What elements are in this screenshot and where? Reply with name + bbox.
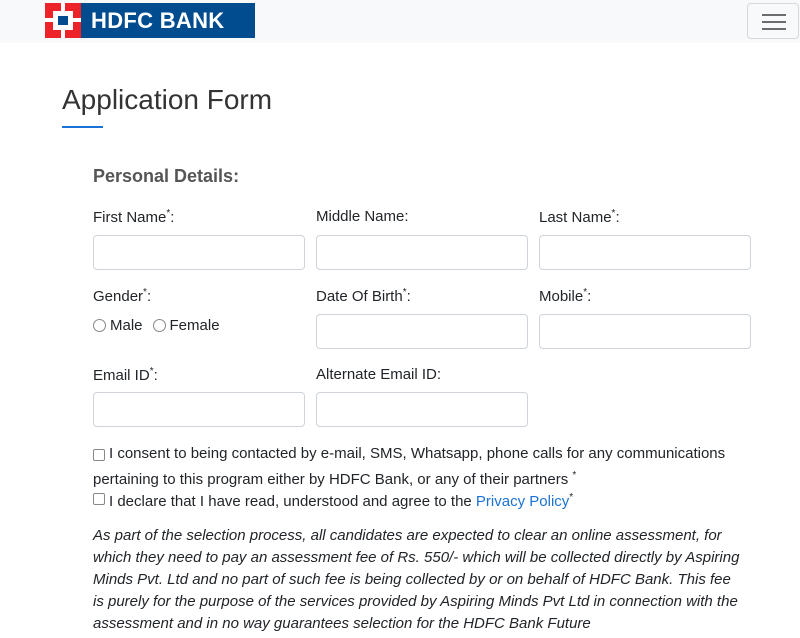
middle-name-label: Middle Name: (316, 208, 409, 225)
email-input[interactable] (93, 392, 305, 427)
dob-input[interactable] (316, 314, 528, 349)
privacy-consent-text: I declare that I have read, understood and agree to the Privacy Policy* (109, 492, 574, 510)
gender-label: Gender*: (93, 287, 152, 305)
menu-toggle-button[interactable] (747, 3, 799, 39)
first-name-label: First Name*: (93, 208, 175, 226)
hdfc-logo-mark-icon (45, 3, 81, 38)
alt-email-label: Alternate Email ID: (316, 366, 442, 383)
mobile-label: Mobile*: (539, 287, 592, 305)
gender-female-radio[interactable] (153, 319, 166, 332)
assessment-fee-notice: As part of the selection process, all candidates are expected to clear an online assessment, for which they need to pay an assessment fee of Rs. 550/- which will be collected directly by Aspiring Minds Pvt. Ltd and no part of such fee is being collected by or on behalf of HDFC Bank. This fee is purely for the purpose of the services provided by Aspiring Minds Pvt Ltd in connection with the assessment and in no way guarantees selection for the HDFC Bank Future (93, 527, 740, 632)
first-name-input[interactable] (93, 235, 305, 270)
gender-male-label[interactable]: Male (110, 317, 143, 334)
page-title: Application Form (62, 84, 273, 115)
dob-label: Date Of Birth*: (316, 287, 411, 305)
hamburger-icon (762, 14, 786, 16)
middle-name-input[interactable] (316, 235, 528, 270)
contact-consent-text: I consent to being contacted by e-mail, SMS, Whatsapp, phone calls for any communications pertaining to this program either by HDFC Bank, or any of their partners * (93, 445, 726, 488)
logo-text: HDFC BANK (91, 7, 225, 33)
gender-radio-group (93, 317, 230, 334)
section-title: Personal Details: (93, 166, 240, 186)
mobile-input[interactable] (539, 314, 751, 349)
gender-female-label[interactable]: Female (169, 317, 220, 334)
contact-consent-checkbox[interactable] (93, 449, 105, 461)
last-name-input[interactable] (539, 235, 751, 270)
gender-male-radio[interactable] (93, 319, 106, 332)
title-underline (62, 126, 103, 128)
alt-email-input[interactable] (316, 392, 528, 427)
last-name-label: Last Name*: (539, 208, 620, 226)
navbar (0, 0, 800, 43)
hdfc-bank-logo[interactable] (45, 3, 255, 38)
email-label: Email ID*: (93, 366, 158, 384)
privacy-consent-checkbox[interactable] (93, 493, 105, 505)
privacy-policy-link[interactable]: Privacy Policy (475, 493, 570, 510)
